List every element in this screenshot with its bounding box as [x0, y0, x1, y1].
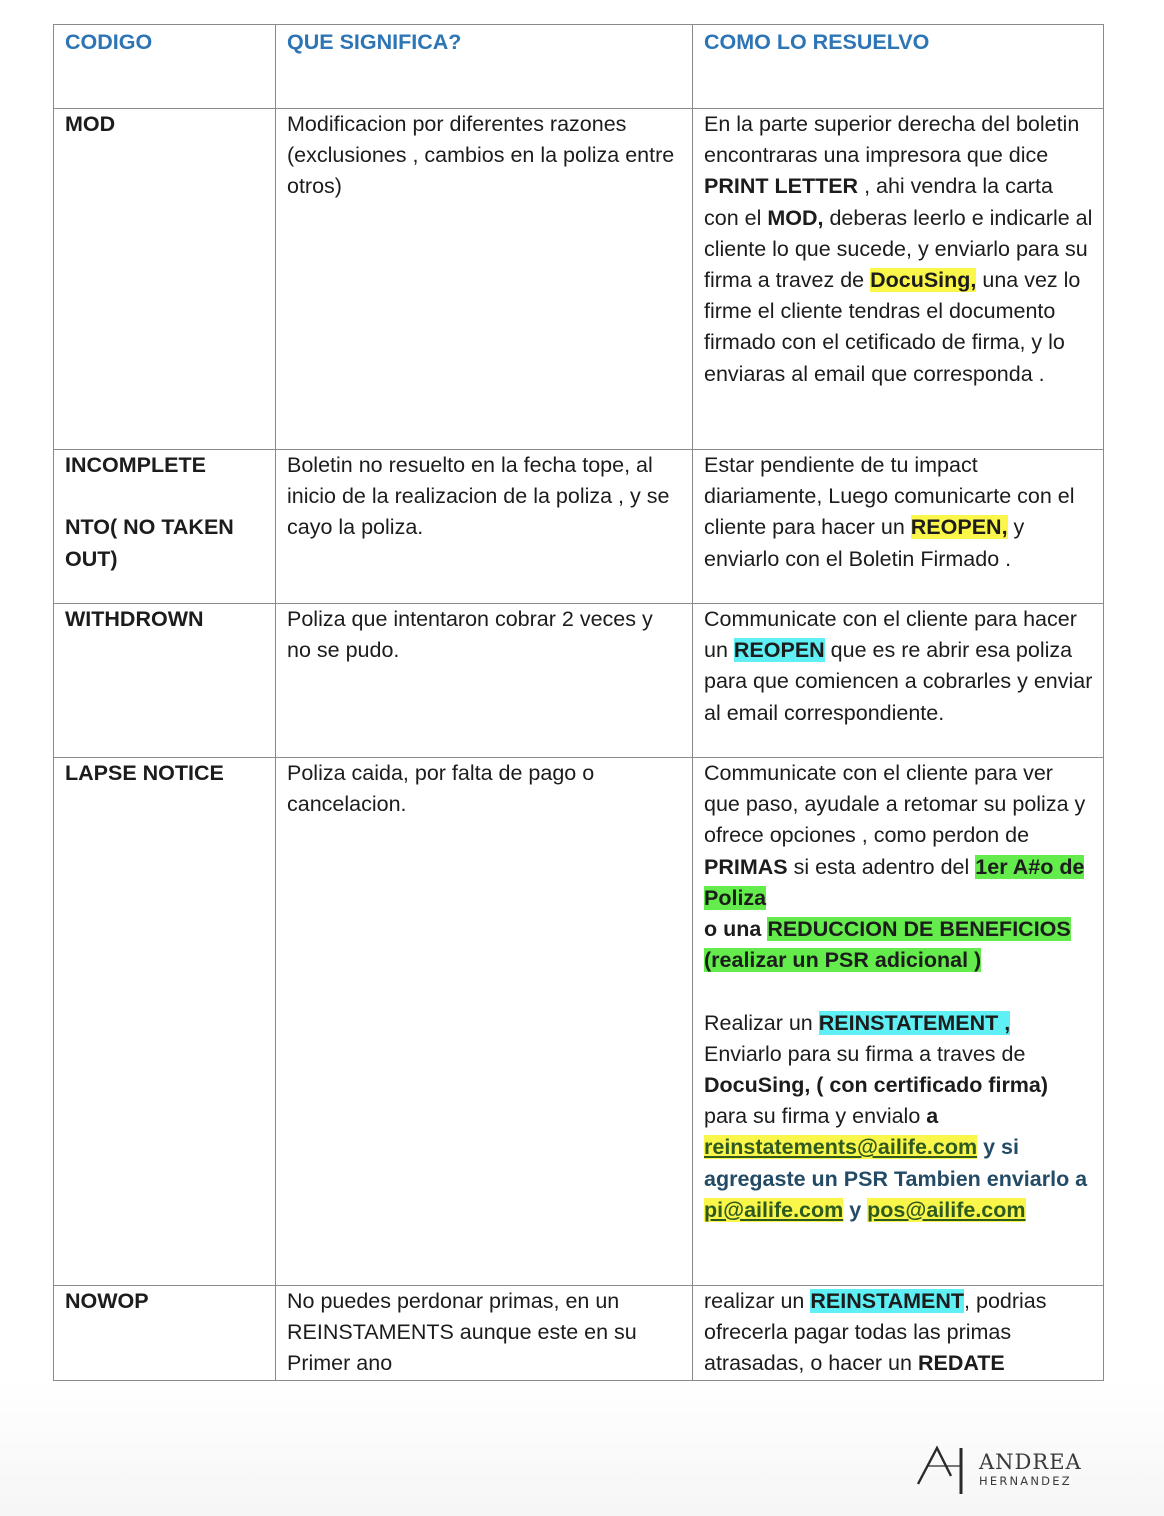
meaning-cell: Boletin no resuelto en la fecha tope, al inicio de la realizacion de la poliza , y se cayo la poliza.	[276, 450, 693, 604]
code-label: NOWOP	[65, 1289, 149, 1313]
logo-first-name: ANDREA	[979, 1450, 1082, 1475]
codes-table	[53, 24, 1104, 1381]
table-row-withdrown	[54, 604, 1104, 758]
brand-logo	[915, 1444, 1105, 1496]
logo-last-name: HERNANDEZ	[979, 1474, 1072, 1489]
text-segment: PRINT LETTER	[704, 174, 859, 199]
meaning-cell: Poliza caida, por falta de pago o cancelacion.	[276, 758, 693, 1286]
meaning-cell: Modificacion por diferentes razones (exclusiones , cambios en la poliza entre otros)	[276, 109, 693, 450]
code-label: MOD	[65, 112, 116, 136]
text-segment: En la parte superior derecha del boletin encontraras una impresora que dice	[704, 112, 1080, 168]
text-segment: REDATE	[917, 1351, 1005, 1376]
text-segment: MOD,	[767, 205, 824, 230]
email-link[interactable]: pi@ailife.com	[704, 1197, 844, 1222]
table-row-mod	[54, 109, 1104, 450]
spacer	[65, 481, 265, 512]
table-header-row	[54, 25, 1104, 109]
table-row-incomplete	[54, 450, 1104, 604]
text-segment: para su firma y envialo	[704, 1104, 927, 1129]
text-segment: REDUCCION DE BENEFICIOS (realizar un PSR adicional )	[704, 917, 1071, 973]
text-segment: a	[926, 1104, 939, 1129]
ah-monogram-icon	[915, 1444, 971, 1496]
text-segment: Estar pendiente de tu impact diariamente, Luego comunicarte con el cliente para hacer un	[704, 453, 1075, 540]
resolution-cell	[693, 450, 1104, 604]
resolution-cell	[693, 604, 1104, 758]
text-segment: Realizar un	[704, 1010, 819, 1035]
text-segment: o una	[704, 917, 768, 942]
text-segment: y si agregaste un PSR Tambien enviarlo a	[704, 1135, 1088, 1191]
text-segment: y enviarlo con el Boletin Firmado .	[704, 515, 1025, 571]
header-codigo: CODIGO	[54, 25, 276, 109]
text-segment: PRIMAS	[704, 854, 788, 879]
text-segment: una vez lo firme el cliente tendras el documento firmado con el cetificado de firma, y lo enviaras al email que corresponda .	[704, 268, 1081, 386]
text-segment: y	[843, 1197, 868, 1222]
code-cell	[54, 604, 276, 758]
text-segment: REINSTAMENT	[810, 1289, 965, 1313]
header-como-lo-resuelvo: COMO LO RESUELVO	[693, 25, 1104, 109]
header-que-significa: QUE SIGNIFICA?	[276, 25, 693, 109]
code-cell	[54, 109, 276, 450]
meaning-cell: No puedes perdonar primas, en un REINSTAMENTS aunque este en su Primer ano	[276, 1286, 693, 1381]
code-cell	[54, 450, 276, 604]
text-segment: deberas leerlo e indicarle al cliente lo que sucede, y enviarlo para su firma a travez de	[704, 205, 1093, 293]
text-segment: , podrias ofrecerla pagar todas las primas atrasadas, o hacer un	[704, 1289, 1047, 1376]
email-link[interactable]: reinstatements@ailife.com	[704, 1135, 978, 1160]
text-segment: Communicate con el cliente para ver que paso, ayudale a retomar su poliza y ofrece opciones , como perdon de	[704, 761, 1086, 848]
text-segment: Communicate con el cliente para hacer un	[704, 607, 1077, 663]
text-segment: DocuSing,	[870, 268, 977, 293]
resolution-cell	[693, 1286, 1104, 1381]
meaning-cell: Poliza que intentaron cobrar 2 veces y no se pudo.	[276, 604, 693, 758]
text-segment: Enviarlo para su firma a traves de	[704, 1041, 1026, 1066]
email-link[interactable]: pos@ailife.com	[867, 1197, 1026, 1222]
text-segment: 1er A#o de Poliza	[704, 854, 1085, 910]
resolution-cell	[693, 109, 1104, 450]
table-row-lapse-notice	[54, 758, 1104, 1286]
text-segment: REOPEN,	[910, 515, 1008, 540]
text-segment: REINSTATEMENT ,	[818, 1010, 1011, 1035]
text-segment: REOPEN	[733, 638, 825, 663]
text-segment: si esta adentro del	[787, 854, 976, 879]
code-label: WITHDROWN	[65, 607, 204, 631]
code-label: INCOMPLETE	[65, 453, 206, 477]
code-label: LAPSE NOTICE	[65, 761, 224, 785]
code-cell	[54, 1286, 276, 1381]
code-cell	[54, 758, 276, 1286]
text-segment: DocuSing, ( con certificado firma)	[704, 1073, 1049, 1098]
resolution-cell	[693, 758, 1104, 1286]
text-segment: que es re abrir esa poliza para que comiencen a cobrarles y enviar al email correspondiente.	[704, 638, 1093, 725]
text-segment: realizar un	[704, 1289, 811, 1313]
code-label: NTO( NO TAKEN OUT)	[65, 515, 234, 571]
text-segment: , ahi vendra la carta con el	[704, 174, 1053, 230]
table-row-nowop	[54, 1286, 1104, 1381]
